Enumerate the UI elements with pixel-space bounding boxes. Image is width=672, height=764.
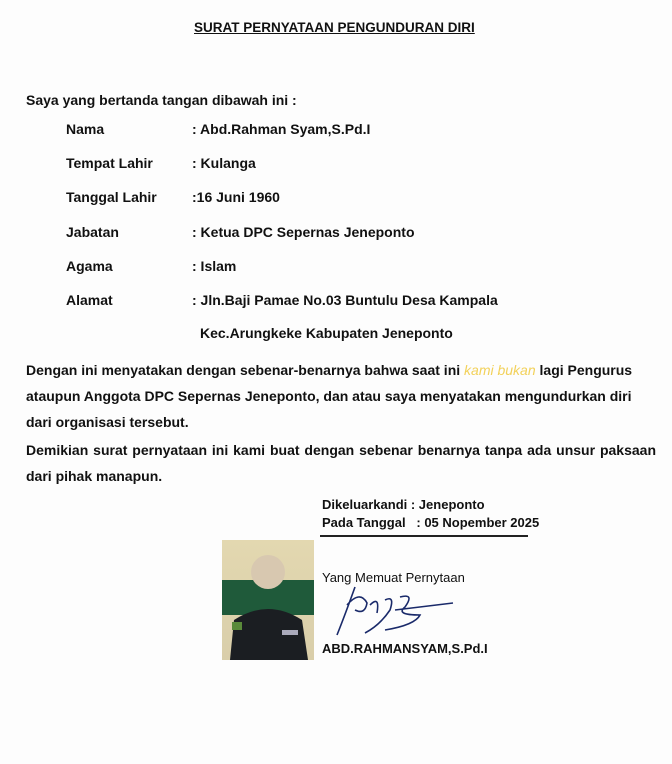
- address-line-2: Kec.Arungkeke Kabupaten Jeneponto: [200, 325, 453, 341]
- highlighted-text: kami bukan: [464, 362, 536, 378]
- field-label-alamat: Alamat: [66, 292, 113, 308]
- statement-text-b: lagi Pengurus ataupun Anggota DPC Sepernas Jeneponto, dan atau saya menyatakan mengundurkan diri dari organisasi tersebut.: [26, 362, 633, 430]
- divider: [320, 535, 528, 537]
- signer-photo: [222, 540, 314, 660]
- field-label-tanggal-lahir: Tanggal Lahir: [66, 189, 157, 205]
- field-value-nama: : Abd.Rahman Syam,S.Pd.I: [192, 121, 371, 137]
- statement-text-a: Dengan ini menyatakan dengan sebenar-benarnya bahwa saat ini: [26, 362, 465, 378]
- field-value-alamat: : Jln.Baji Pamae No.03 Buntulu Desa Kampala: [192, 292, 498, 308]
- field-value-tempat-lahir: : Kulanga: [192, 155, 256, 171]
- closing-paragraph: Demikian surat pernyataan ini kami buat dengan sebenar benarnya tanpa ada unsur paksaan dari pihak manapun.: [26, 442, 656, 484]
- field-value-jabatan: : Ketua DPC Sepernas Jeneponto: [192, 224, 415, 240]
- field-label-jabatan: Jabatan: [66, 224, 119, 240]
- document-title: SURAT PERNYATAAN PENGUNDURAN DIRI: [194, 20, 475, 35]
- issued-date: Pada Tanggal : 05 Nopember 2025: [322, 515, 540, 530]
- field-label-agama: Agama: [66, 258, 113, 274]
- signer-caption: Yang Memuat Pernytaan: [322, 570, 465, 585]
- issued-place: Dikeluarkandi : Jeneponto: [322, 497, 485, 512]
- statement-paragraph: [26, 357, 656, 435]
- intro-text: Saya yang bertanda tangan dibawah ini :: [26, 92, 297, 108]
- signer-name: ABD.RAHMANSYAM,S.Pd.I: [322, 641, 488, 656]
- field-label-tempat-lahir: Tempat Lahir: [66, 155, 153, 171]
- field-label-nama: Nama: [66, 121, 105, 137]
- field-value-agama: : Islam: [192, 258, 237, 274]
- field-value-tanggal-lahir: :16 Juni 1960: [192, 189, 280, 205]
- signature-image: [325, 585, 455, 640]
